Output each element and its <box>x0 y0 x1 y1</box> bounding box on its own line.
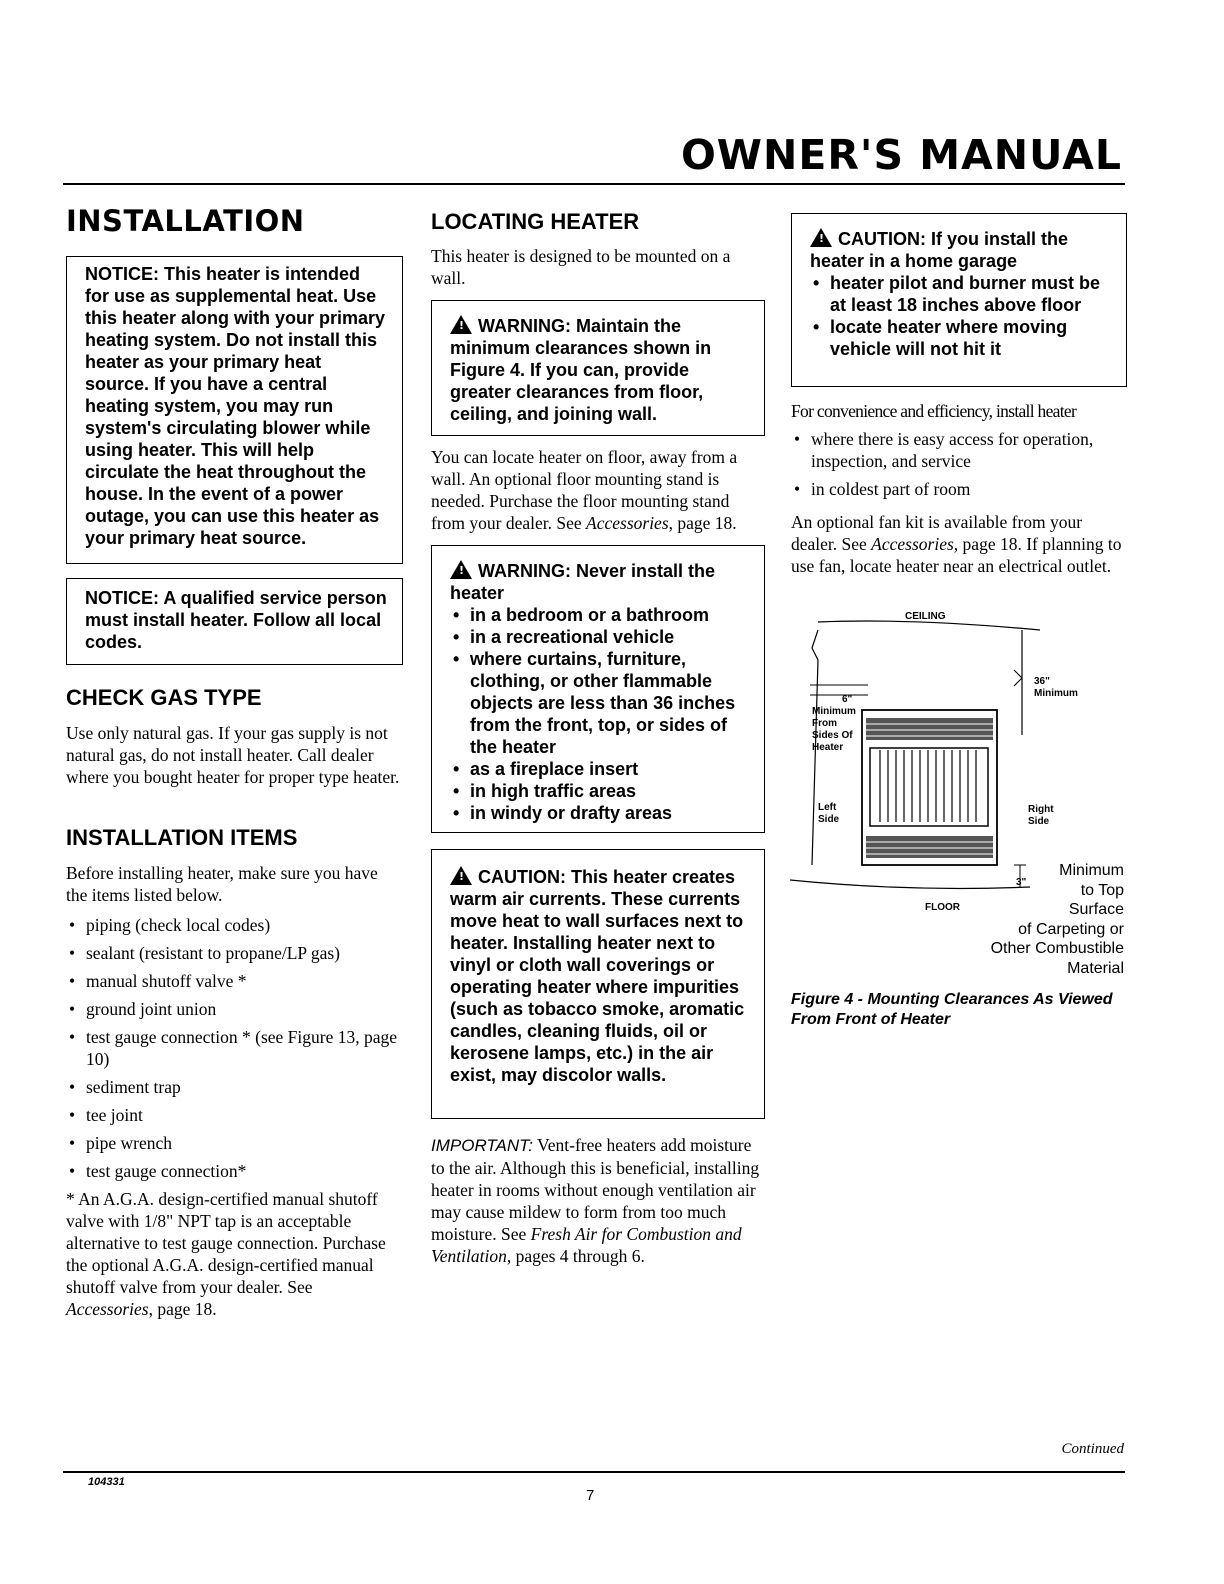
top-clearance-value: 36" <box>1034 676 1050 687</box>
installation-items-list <box>66 914 403 1182</box>
continued-label: Continued <box>1061 1441 1124 1457</box>
side-clearance-value: 6" <box>842 694 853 705</box>
floor-mount-text: You can locate heater on floor, away from a wall. An optional floor mounting stand is needed. Purchase the floor mounting stand from your dealer. See Accessories, page 18. <box>431 447 738 533</box>
caution-garage-title: CAUTION: If you install the heater in a home garage <box>810 229 1069 271</box>
warning-clearances-text: WARNING: Maintain the minimum clearances shown in Figure 4. If you can, provide greater clearances from floor, ceiling, and joining wall. <box>450 316 712 424</box>
fan-kit-text: An optional fan kit is available from your dealer. See Accessories, page 18. If planning to use fan, locate heater near an electrical outlet. <box>791 512 1122 576</box>
list-item: • locate heater where moving vehicle will not hit it <box>810 316 1116 360</box>
garage-list <box>810 272 1116 360</box>
list-item: • pipe wrench <box>66 1132 403 1154</box>
warning-never-install-title: WARNING: Never install the heater <box>450 561 716 603</box>
warning-never-install-box <box>431 545 765 833</box>
side-clearance-label: Minimum From Sides Of Heater <box>812 706 856 753</box>
caution-garage-box <box>791 213 1127 387</box>
list-item: • ground joint union <box>66 998 403 1020</box>
caution-icon: ! <box>450 866 472 885</box>
heater-bottom-grille <box>866 836 993 858</box>
list-item: • in coldest part of room <box>791 478 1131 500</box>
list-item: • sediment trap <box>66 1076 403 1098</box>
heater-top-vent <box>866 718 993 740</box>
installation-items-intro: Before installing heater, make sure you have the items listed below. <box>66 863 378 905</box>
locating-intro: This heater is designed to be mounted on a wall. <box>431 246 731 288</box>
convenience-text: For convenience and efficiency, install heater <box>791 401 1077 421</box>
figure-caption: Figure 4 - Mounting Clearances As Viewed From Front of Heater <box>791 991 1113 1028</box>
left-side-label: Left Side <box>818 802 840 825</box>
never-install-list <box>450 604 754 824</box>
installation-items-heading: INSTALLATION ITEMS <box>66 825 298 850</box>
bottom-clearance-label: Minimum to Top Surface of Carpeting or Other Combustible Material <box>990 862 1124 977</box>
list-item: • in high traffic areas <box>450 780 754 802</box>
floor-label: FLOOR <box>925 902 960 913</box>
notice-qualified-text: NOTICE: A qualified service person must install heater. Follow all local codes. <box>85 588 387 652</box>
list-item: • as a fireplace insert <box>450 758 754 780</box>
convenience-block <box>791 400 1131 506</box>
installation-items-block <box>66 862 403 1320</box>
important-moisture-text: IMPORTANT: Vent-free heaters add moisture to the air. Although this is beneficial, installing heater in rooms without enough ventilation air may cause mildew to form from too much moisture. See Fresh Air for Combustion and Ventilation, pages 4 through 6. <box>431 1135 760 1266</box>
warning-icon: ! <box>450 560 472 579</box>
accessories-reference: Accessories <box>586 513 669 533</box>
header-rule <box>63 183 1125 185</box>
list-item: • manual shutoff valve * <box>66 970 403 992</box>
part-number: 104331 <box>88 1476 125 1488</box>
right-side-label: Right Side <box>1028 804 1054 827</box>
list-item: • test gauge connection * (see Figure 13, page 10) <box>66 1026 403 1070</box>
accessories-reference: Accessories, <box>871 534 959 554</box>
list-item: • in windy or drafty areas <box>450 802 754 824</box>
notice-supplemental-box <box>66 256 403 564</box>
check-gas-text: Use only natural gas. If your gas supply is not natural gas, do not install heater. Call dealer where you bought heater for proper type heater. <box>66 723 400 787</box>
ceiling-line <box>818 621 1040 630</box>
bottom-clearance-value: 3" <box>1016 877 1027 888</box>
warning-icon: ! <box>450 315 472 334</box>
accessories-reference: Accessories <box>66 1299 149 1319</box>
locating-heater-heading: LOCATING HEATER <box>431 209 640 234</box>
installation-heading: INSTALLATION <box>66 204 305 238</box>
notice-qualified-box <box>66 578 403 665</box>
list-item: • piping (check local codes) <box>66 914 403 936</box>
notice-supplemental-text: NOTICE: This heater is intended for use as supplemental heat. Use this heater along with your primary heating system. Do not install this heater as your primary heat source. If you have a central heating system, you may run system's circulating blower while using heater. This will help circulate the heat throughout the house. In the event of a power outage, you can use this heater as your primary heat source. <box>85 264 386 548</box>
list-item: • where there is easy access for operation, inspection, and service <box>791 428 1131 472</box>
ceiling-label: CEILING <box>905 611 946 622</box>
list-item: • in a recreational vehicle <box>450 626 754 648</box>
caution-icon: ! <box>810 228 832 247</box>
fresh-air-reference: Fresh Air for Combustion and Ventilation, <box>431 1224 742 1266</box>
page-number: 7 <box>586 1487 595 1504</box>
manual-title: OWNER'S MANUAL <box>680 131 1122 179</box>
list-item: • in a bedroom or a bathroom <box>450 604 754 626</box>
list-item: • sealant (resistant to propane/LP gas) <box>66 942 403 964</box>
list-item: • test gauge connection* <box>66 1160 403 1182</box>
top-clearance-label: Minimum <box>1034 688 1078 699</box>
shutoff-footnote: * An A.G.A. design-certified manual shutoff valve with 1/8" NPT tap is an acceptable alternative to test gauge connection. Purchase the optional A.G.A. design-certified manual shutoff valve from your dealer. See Accessories, page 18. <box>66 1189 386 1319</box>
check-gas-heading: CHECK GAS TYPE <box>66 685 262 710</box>
list-item: • tee joint <box>66 1104 403 1126</box>
caution-warm-air-box <box>431 849 765 1119</box>
caution-warm-air-text: CAUTION: This heater creates warm air currents. These currents move heat to wall surfaces next to heater. Installing heater next to vinyl or cloth wall coverings or operating heater where impurities (such as tobacco smoke, aromatic candles, cleaning fluids, oil or kerosene lamps, etc.) in the air exist, may discolor walls. <box>450 867 745 1085</box>
warning-clearances-box <box>431 300 765 436</box>
list-item: • heater pilot and burner must be at least 18 inches above floor <box>810 272 1116 316</box>
list-item: • where curtains, furniture, clothing, or other flammable objects are less than 36 inches from the front, top, or sides of the heater <box>450 648 754 758</box>
convenience-list <box>791 428 1131 500</box>
footer-rule <box>63 1471 1125 1473</box>
